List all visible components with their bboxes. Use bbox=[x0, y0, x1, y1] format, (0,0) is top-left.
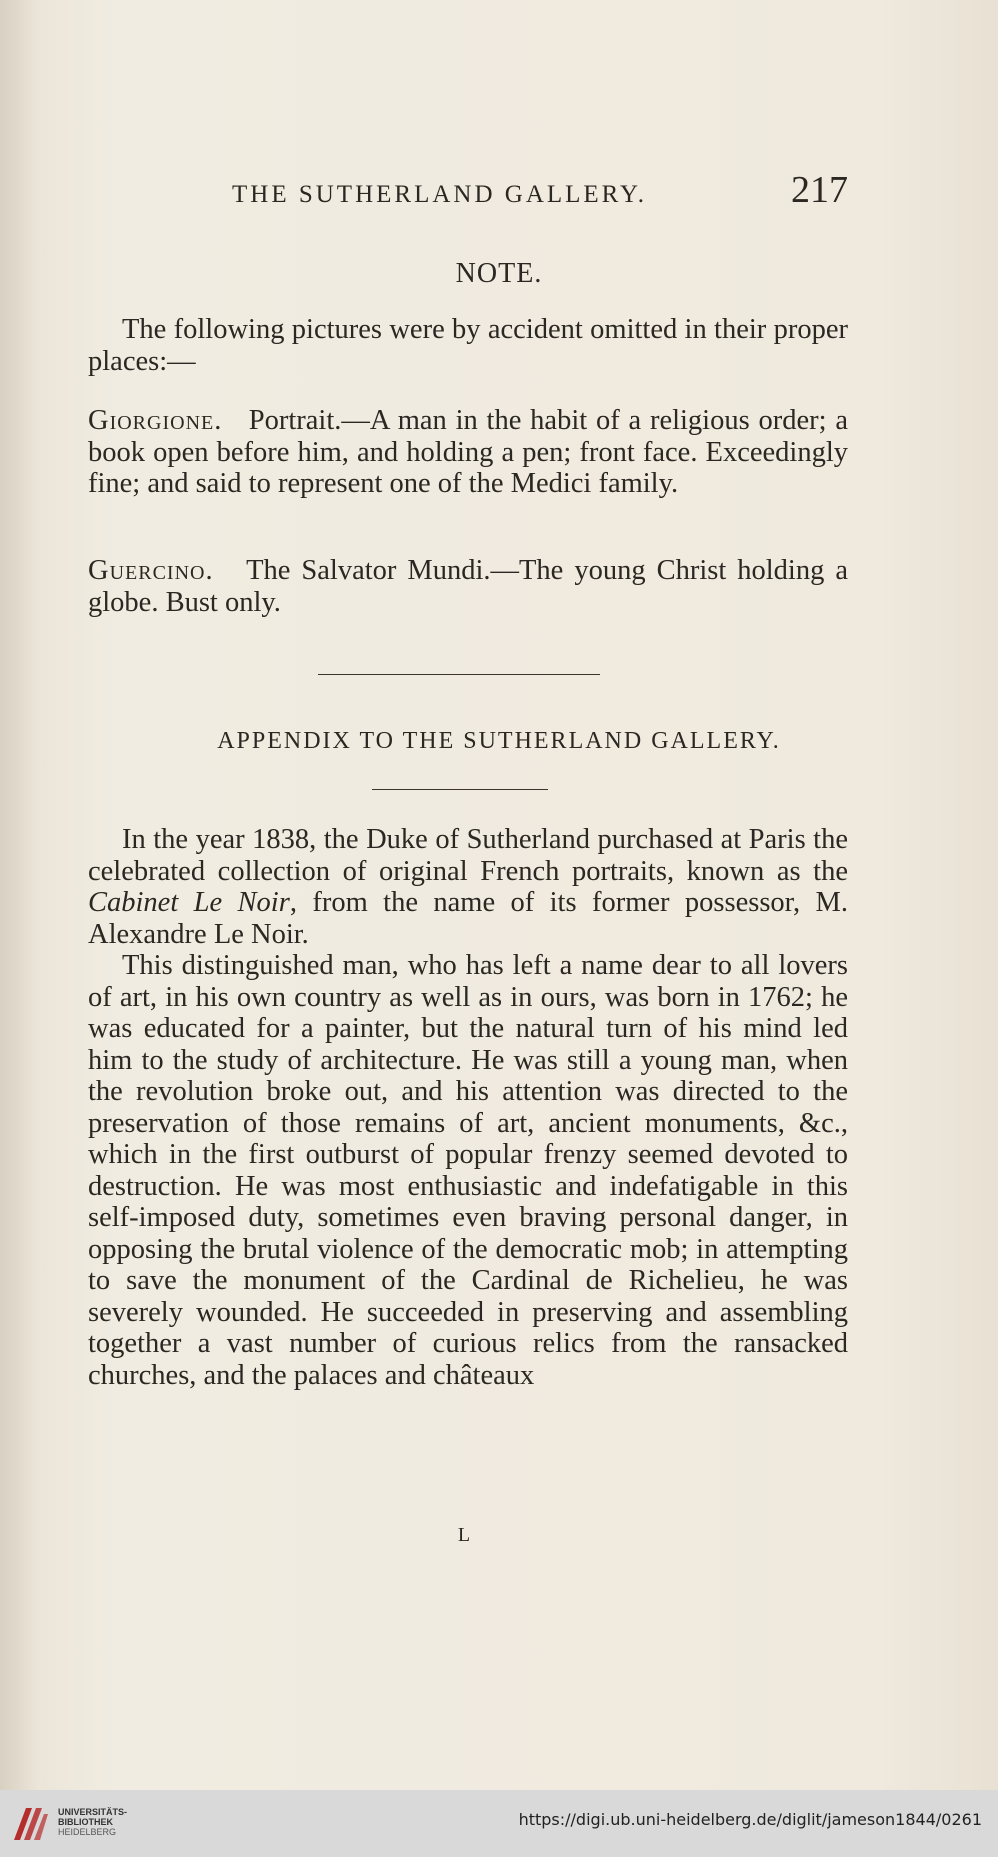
signature-mark: L bbox=[457, 1524, 473, 1546]
note-entry-paragraph bbox=[88, 555, 848, 618]
appendix-italic-title: Cabinet Le Noir bbox=[88, 887, 290, 918]
logo-line: HEIDELBERG bbox=[58, 1827, 117, 1837]
note-intro: The following pictures were by accident omitted in their proper places:— bbox=[88, 314, 848, 377]
appendix-body bbox=[88, 824, 848, 1391]
note-entry-artist: Giorgione. bbox=[88, 405, 223, 436]
note-entry-guercino bbox=[88, 555, 848, 618]
logo-line: BIBLIOTHEK bbox=[58, 1817, 113, 1827]
footer-bar bbox=[0, 1790, 998, 1857]
running-head bbox=[232, 168, 848, 218]
appendix-paragraph-1 bbox=[88, 824, 848, 950]
library-logo-text bbox=[58, 1807, 127, 1837]
note-entry-artist: Guercino. bbox=[88, 555, 214, 586]
note-heading: NOTE. bbox=[455, 258, 543, 289]
note-entry-giorgione bbox=[88, 405, 848, 500]
heading-underline-rule bbox=[372, 789, 548, 790]
page-number: 217 bbox=[791, 169, 848, 211]
appendix-heading: APPENDIX TO THE SUTHERLAND GALLERY. bbox=[217, 728, 781, 754]
appendix-text: , from the name of its former possessor, M. Alexandre Le Noir. bbox=[88, 887, 849, 950]
library-logo-icon bbox=[10, 1802, 50, 1846]
section-divider-rule bbox=[318, 674, 600, 675]
running-title: THE SUTHERLAND GALLERY. bbox=[232, 181, 648, 208]
appendix-paragraph-2: This distinguished man, who has left a name dear to all lovers of art, in his own country as well as in ours, was born in 1762; he was educated for a painter, but the natural turn of his mind led him to the study of architecture. He was still a young man, when the revolution broke out, and his attention was directed to the preservation of those remains of art, ancient monuments, &c., which in the first outburst of popular frenzy seemed devoted to destruction. He was most enthusiastic and indefatigable in this self-imposed duty, sometimes even braving personal danger, in opposing the brutal violence of the democratic mob; in attempting to save the monument of the Cardinal de Richelieu, he was severely wounded. He succeeded in preserving and assembling together a vast number of curious relics from the ransacked churches, and the palaces and châteaux bbox=[88, 950, 848, 1391]
note-entry-text: The Salvator Mundi.—The young Christ holding a globe. Bust only. bbox=[88, 555, 848, 618]
note-intro-block bbox=[88, 314, 848, 377]
note-entry-text: Portrait.—A man in the habit of a religious order; a book open before him, and holding a pen; front face. Exceedingly fine; and said to represent one of the Medici family. bbox=[88, 405, 848, 499]
appendix-text: In the year 1838, the Duke of Sutherland purchased at Paris the celebrated collection of original French portraits, known as the bbox=[88, 824, 848, 887]
source-url-link[interactable]: https://digi.ub.uni-heidelberg.de/diglit/jameson1844/0261 bbox=[518, 1810, 982, 1829]
logo-line: UNIVERSITÄTS- bbox=[58, 1807, 128, 1817]
note-entry-paragraph bbox=[88, 405, 848, 500]
